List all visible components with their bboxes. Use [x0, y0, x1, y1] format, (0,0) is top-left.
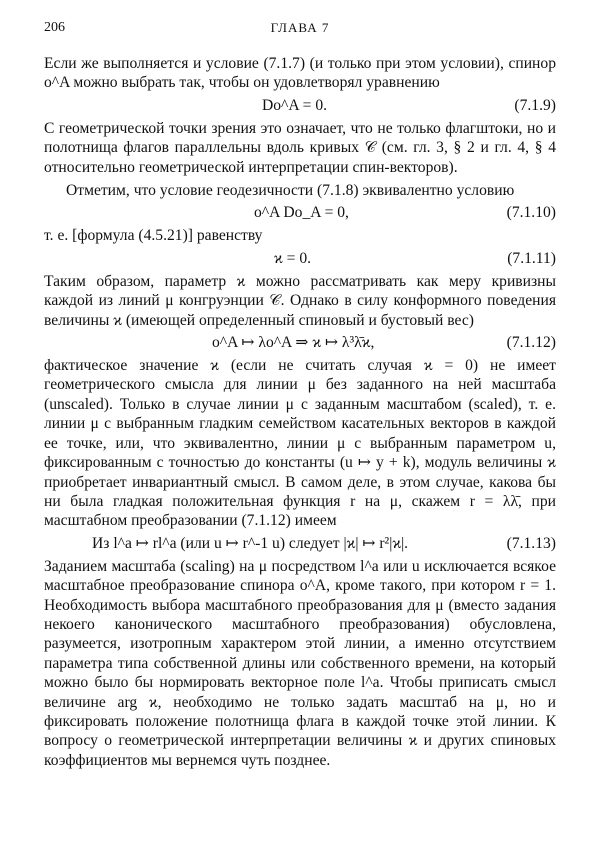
- equation-formula: o^A ↦ λo^A ⇒ ϰ ↦ λ³λ̄ϰ,: [212, 334, 375, 352]
- equation-formula: Из l^a ↦ rl^a (или u ↦ r^-1 u) следует |ϰ| ↦ r²|ϰ|.: [92, 534, 409, 552]
- equation-7-1-9: [44, 94, 556, 118]
- equation-formula: ϰ = 0.: [274, 249, 312, 267]
- paragraph-4: т. е. [формула (4.5.21)] равенству: [44, 227, 263, 245]
- equation-formula: Do^A = 0.: [262, 96, 328, 114]
- equation-number: (7.1.9): [514, 96, 556, 114]
- paragraph-3: Отметим, что условие геодезичности (7.1.8) эквивалентно условию: [66, 182, 515, 200]
- equation-7-1-10: [44, 201, 556, 225]
- equation-number: (7.1.13): [506, 534, 556, 552]
- equation-number: (7.1.12): [506, 334, 556, 352]
- paragraph-1: Если же выполняется и условие (7.1.7) (и только при этом условии), спинор o^A можно выбрать так, чтобы он удовлетворял уравнению: [44, 55, 556, 92]
- paragraph-6: фактическое значение ϰ (если не считать случая ϰ = 0) не имеет геометрического смысла для линии μ без заданного на ней масштаба (unscaled). Только в случае линии μ с заданным масштабом (scaled), т. е. линии μ с выбранным гладким семейством касательных векторов в каждой ее точке, или, что эквивалентно, линии μ с выбранным параметром u, фиксированным с точностью до константы (u ↦ y + k), модуль величины ϰ приобретает инвариантный смысл. В самом деле, в этом случае, какова бы ни была гладкая положительная функция r на μ, скажем r = λλ̄, при масштабном преобразовании (7.1.12) имеем: [44, 357, 556, 530]
- page-body: [44, 54, 556, 770]
- equation-7-1-13: [44, 532, 556, 556]
- equation-7-1-12: [44, 331, 556, 355]
- paragraph-2: С геометрической точки зрения это означает, что не только флагштоки, но и полотнища флагов параллельны вдоль кривых 𝒞 (см. гл. 3, § 2 и гл. 4, § 4 относительно геометрической интерпретации спин-векторов).: [44, 119, 556, 176]
- paragraph-5: Таким образом, параметр ϰ можно рассматривать как меру кривизны каждой из линий μ конгруэнции 𝒞. Однако в силу конформного поведения величины ϰ (имеющей определенный спиновый и бустовый вес): [44, 272, 556, 329]
- chapter-title: ГЛАВА 7: [270, 20, 330, 35]
- equation-formula: o^A Do_A = 0,: [254, 204, 349, 222]
- running-header: [44, 20, 556, 40]
- equation-number: (7.1.10): [506, 204, 556, 222]
- page-number: 206: [44, 20, 65, 35]
- paragraph-7: Заданием масштаба (scaling) на μ посредством l^a или u исключается всякое масштабное преобразование спинора o^A, кроме такого, при котором r = 1. Необходимость выбора масштабного преобразования для μ (вместо задания некоего канонического масштабного преобразования) обусловлена, разумеется, изотропным характером этой линии, а именно отсутствием параметра типа собственной длины или собственного времени, на который можно было бы нормировать векторное поле l^a. Чтобы приписать смысл величине arg ϰ, необходимо не только задать масштаб на μ, но и фиксировать положение полотнища флага в каждой точке этой линии. К вопросу о геометрической интерпретации величины ϰ и других спиновых коэффициентов мы вернемся чуть позднее.: [44, 557, 556, 769]
- equation-number: (7.1.11): [507, 249, 556, 267]
- equation-7-1-11: [44, 247, 556, 271]
